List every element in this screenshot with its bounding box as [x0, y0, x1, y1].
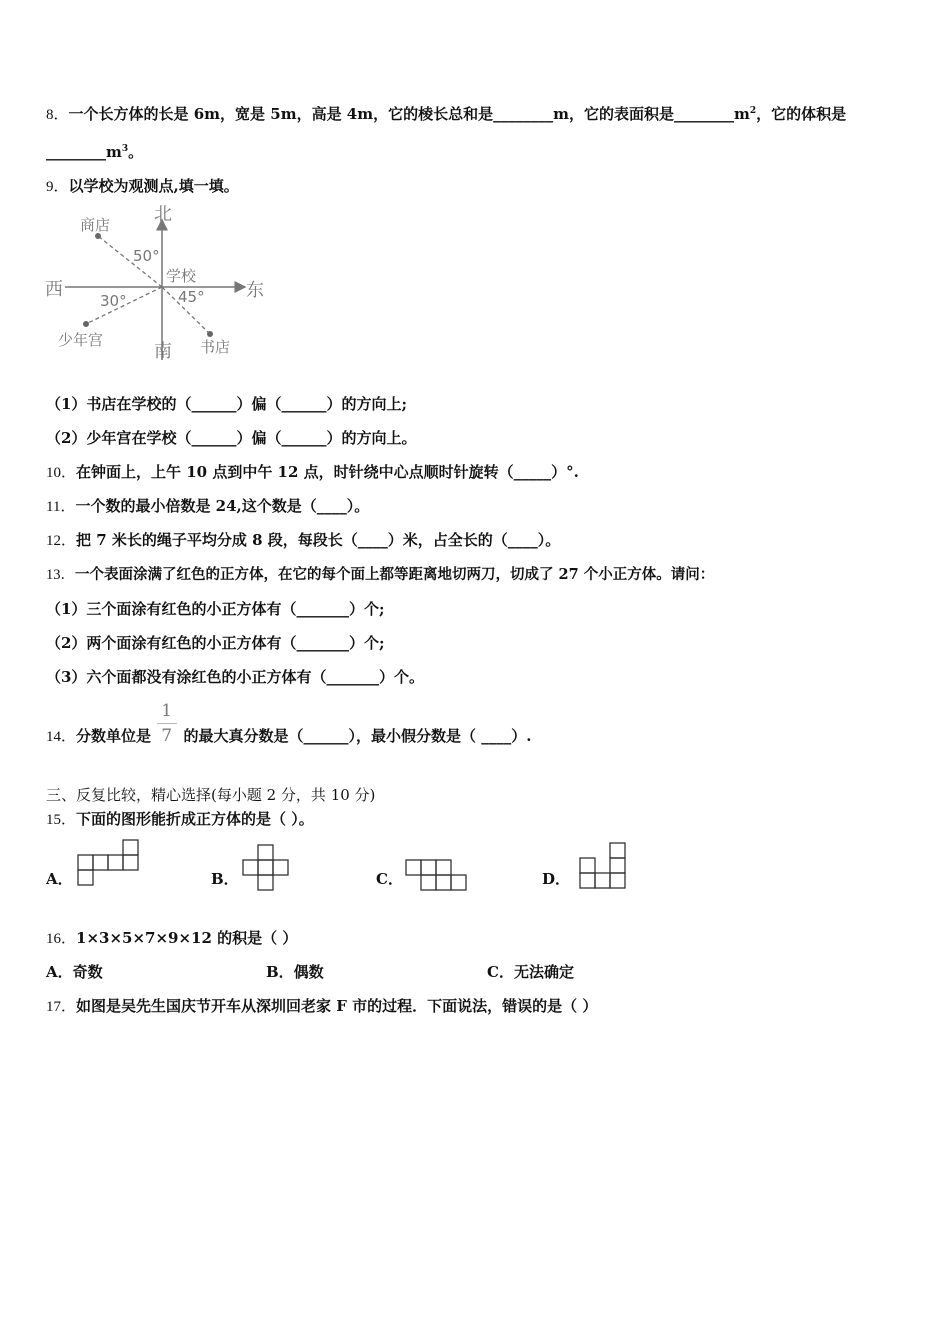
- question-13-sub3: （3）六个面都没有涂红色的小正方体有（_______）个。: [46, 668, 424, 686]
- question-9-sub1: （1）书店在学校的（______）偏（______）的方向上;: [46, 395, 407, 413]
- cube-net-b: [243, 845, 288, 890]
- option-c[interactable]: C．: [376, 870, 403, 888]
- question-9-sub2: （2）少年宫在学校（______）偏（______）的方向上。: [46, 429, 417, 447]
- question-8-cont: $\_\_\_\_\_\_\_\_m^3$。: [46, 143, 144, 161]
- option-a[interactable]: A．奇数: [46, 963, 103, 981]
- option-b[interactable]: B．偶数: [266, 963, 324, 981]
- label-school: 学校: [166, 267, 197, 285]
- fraction-one-seventh: $\frac{1}{7}$: [156, 728, 178, 746]
- label-bookstore: 书店: [200, 338, 231, 356]
- section-3-title: 三、反复比较，精心选择(每小题 2 分，共 10 分): [46, 786, 376, 804]
- label-south: 南: [154, 341, 172, 362]
- question-11: 11．一个数的最小倍数是 24,这个数是（____）。: [46, 497, 370, 515]
- question-8: 8．一个长方体的长是 6m，宽是 5m，高是 4m，它的棱长总和是________m，它的表面积是$\_\_\_\_\_\_\_\_m^2$，它的体积是: [46, 105, 847, 123]
- angle-50: 50°: [133, 247, 160, 265]
- angle-45: 45°: [178, 288, 205, 306]
- label-east: 东: [246, 280, 264, 301]
- question-10: 10．在钟面上，上午 10 点到中午 12 点，时针绕中心点顺时针旋转（_____）°.: [46, 463, 579, 481]
- cube-net-c: [406, 860, 466, 890]
- angle-30: 30°: [100, 292, 127, 310]
- option-d[interactable]: D．: [542, 870, 571, 888]
- label-shop: 商店: [80, 216, 111, 234]
- question-13: 13．一个表面涂满了红色的正方体，在它的每个面上都等距离地切两刀，切成了 27 个小正方体。请问：: [46, 566, 715, 583]
- question-13-sub2: （2）两个面涂有红色的小正方体有（_______）个;: [46, 634, 385, 652]
- option-a[interactable]: A．: [46, 870, 73, 888]
- question-15: 15．下面的图形能折成正方体的是（ ）。: [46, 810, 314, 828]
- question-16: 16．1×3×5×7×9×12 的积是（ ）: [46, 929, 298, 947]
- option-c[interactable]: C．无法确定: [487, 963, 574, 981]
- question-9: 9．以学校为观测点,填一填。: [46, 177, 239, 195]
- label-palace: 少年宫: [58, 331, 104, 349]
- label-west: 西: [45, 279, 63, 300]
- label-north: 北: [154, 204, 172, 225]
- cube-net-a: [78, 840, 138, 885]
- question-13-sub1: （1）三个面涂有红色的小正方体有（_______）个;: [46, 600, 385, 618]
- question-14: 14．分数单位是 $\frac{1}{7}$ 的最大真分数是（______），最小假分数是（ ____）.: [46, 701, 532, 746]
- cube-net-d: [580, 843, 625, 888]
- option-b[interactable]: B．: [211, 870, 239, 888]
- question-17: 17．如图是吴先生国庆节开车从深圳回老家 F 市的过程．下面说法，错误的是（ ）: [46, 997, 598, 1015]
- question-12: 12．把 7 米长的绳子平均分成 8 段，每段长（____）米，占全长的（____）。: [46, 531, 561, 549]
